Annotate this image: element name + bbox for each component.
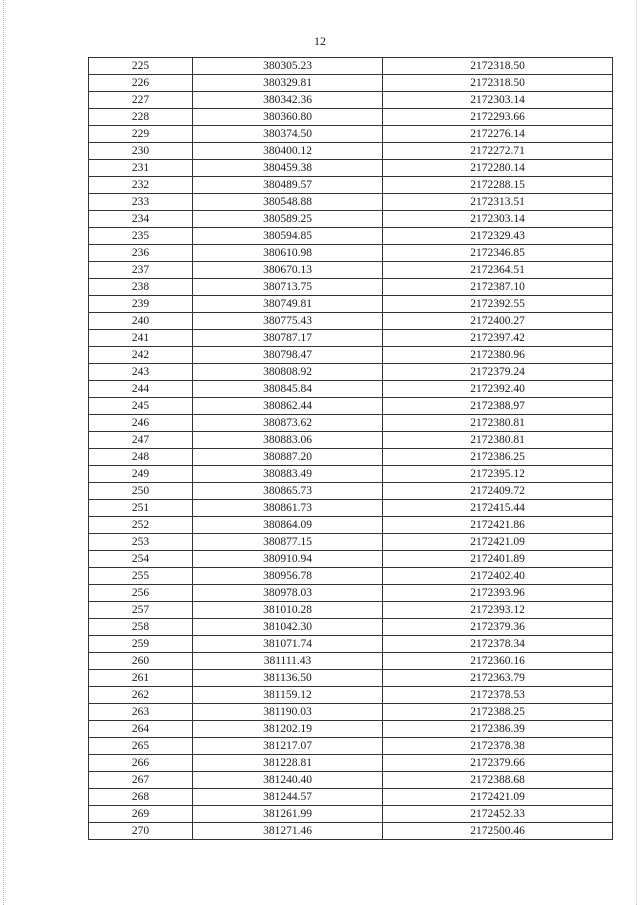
y-coordinate-cell: 2172272.71 bbox=[383, 143, 613, 160]
x-coordinate-cell: 380883.06 bbox=[193, 432, 383, 449]
table-row bbox=[89, 721, 613, 738]
x-coordinate-cell: 380978.03 bbox=[193, 585, 383, 602]
x-coordinate-cell: 380459.38 bbox=[193, 160, 383, 177]
table-row bbox=[89, 109, 613, 126]
y-coordinate-cell: 2172303.14 bbox=[383, 92, 613, 109]
x-coordinate-cell: 380956.78 bbox=[193, 568, 383, 585]
table-row bbox=[89, 687, 613, 704]
point-number-cell: 228 bbox=[89, 109, 193, 126]
table-row bbox=[89, 602, 613, 619]
point-number-cell: 246 bbox=[89, 415, 193, 432]
x-coordinate-cell: 380713.75 bbox=[193, 279, 383, 296]
point-number-cell: 257 bbox=[89, 602, 193, 619]
y-coordinate-cell: 2172388.68 bbox=[383, 772, 613, 789]
table-row bbox=[89, 517, 613, 534]
y-coordinate-cell: 2172421.09 bbox=[383, 534, 613, 551]
table-row bbox=[89, 619, 613, 636]
x-coordinate-cell: 381271.46 bbox=[193, 823, 383, 840]
x-coordinate-cell: 380489.57 bbox=[193, 177, 383, 194]
table-row bbox=[89, 245, 613, 262]
y-coordinate-cell: 2172388.25 bbox=[383, 704, 613, 721]
table-row bbox=[89, 500, 613, 517]
y-coordinate-cell: 2172409.72 bbox=[383, 483, 613, 500]
table-row bbox=[89, 534, 613, 551]
x-coordinate-cell: 380342.36 bbox=[193, 92, 383, 109]
point-number-cell: 259 bbox=[89, 636, 193, 653]
point-number-cell: 231 bbox=[89, 160, 193, 177]
x-coordinate-cell: 380374.50 bbox=[193, 126, 383, 143]
x-coordinate-cell: 381159.12 bbox=[193, 687, 383, 704]
point-number-cell: 261 bbox=[89, 670, 193, 687]
point-number-cell: 243 bbox=[89, 364, 193, 381]
y-coordinate-cell: 2172397.42 bbox=[383, 330, 613, 347]
x-coordinate-cell: 380862.44 bbox=[193, 398, 383, 415]
point-number-cell: 225 bbox=[89, 58, 193, 75]
point-number-cell: 244 bbox=[89, 381, 193, 398]
table-row bbox=[89, 177, 613, 194]
table-row bbox=[89, 347, 613, 364]
y-coordinate-cell: 2172386.25 bbox=[383, 449, 613, 466]
x-coordinate-cell: 380400.12 bbox=[193, 143, 383, 160]
point-number-cell: 264 bbox=[89, 721, 193, 738]
x-coordinate-cell: 380775.43 bbox=[193, 313, 383, 330]
point-number-cell: 249 bbox=[89, 466, 193, 483]
y-coordinate-cell: 2172318.50 bbox=[383, 75, 613, 92]
point-number-cell: 241 bbox=[89, 330, 193, 347]
x-coordinate-cell: 380910.94 bbox=[193, 551, 383, 568]
y-coordinate-cell: 2172280.14 bbox=[383, 160, 613, 177]
y-coordinate-cell: 2172500.46 bbox=[383, 823, 613, 840]
x-coordinate-cell: 381228.81 bbox=[193, 755, 383, 772]
point-number-cell: 245 bbox=[89, 398, 193, 415]
point-number-cell: 237 bbox=[89, 262, 193, 279]
y-coordinate-cell: 2172388.97 bbox=[383, 398, 613, 415]
y-coordinate-cell: 2172378.38 bbox=[383, 738, 613, 755]
x-coordinate-cell: 380873.62 bbox=[193, 415, 383, 432]
x-coordinate-cell: 380798.47 bbox=[193, 347, 383, 364]
y-coordinate-cell: 2172400.27 bbox=[383, 313, 613, 330]
point-number-cell: 250 bbox=[89, 483, 193, 500]
table-row bbox=[89, 364, 613, 381]
x-coordinate-cell: 380865.73 bbox=[193, 483, 383, 500]
y-coordinate-cell: 2172421.09 bbox=[383, 789, 613, 806]
y-coordinate-cell: 2172393.12 bbox=[383, 602, 613, 619]
point-number-cell: 258 bbox=[89, 619, 193, 636]
point-number-cell: 263 bbox=[89, 704, 193, 721]
point-number-cell: 269 bbox=[89, 806, 193, 823]
point-number-cell: 229 bbox=[89, 126, 193, 143]
point-number-cell: 234 bbox=[89, 211, 193, 228]
x-coordinate-cell: 381217.07 bbox=[193, 738, 383, 755]
x-coordinate-cell: 380864.09 bbox=[193, 517, 383, 534]
y-coordinate-cell: 2172386.39 bbox=[383, 721, 613, 738]
table-row bbox=[89, 160, 613, 177]
point-number-cell: 238 bbox=[89, 279, 193, 296]
y-coordinate-cell: 2172392.55 bbox=[383, 296, 613, 313]
point-number-cell: 267 bbox=[89, 772, 193, 789]
x-coordinate-cell: 380670.13 bbox=[193, 262, 383, 279]
x-coordinate-cell: 380589.25 bbox=[193, 211, 383, 228]
point-number-cell: 232 bbox=[89, 177, 193, 194]
point-number-cell: 270 bbox=[89, 823, 193, 840]
y-coordinate-cell: 2172415.44 bbox=[383, 500, 613, 517]
table-row bbox=[89, 432, 613, 449]
point-number-cell: 240 bbox=[89, 313, 193, 330]
x-coordinate-cell: 380883.49 bbox=[193, 466, 383, 483]
table-row bbox=[89, 636, 613, 653]
point-number-cell: 239 bbox=[89, 296, 193, 313]
table-row bbox=[89, 772, 613, 789]
table-row bbox=[89, 228, 613, 245]
point-number-cell: 227 bbox=[89, 92, 193, 109]
point-number-cell: 247 bbox=[89, 432, 193, 449]
table-row bbox=[89, 449, 613, 466]
y-coordinate-cell: 2172276.14 bbox=[383, 126, 613, 143]
y-coordinate-cell: 2172378.53 bbox=[383, 687, 613, 704]
table-row bbox=[89, 670, 613, 687]
point-number-cell: 233 bbox=[89, 194, 193, 211]
y-coordinate-cell: 2172288.15 bbox=[383, 177, 613, 194]
coordinate-table bbox=[88, 57, 613, 840]
x-coordinate-cell: 380787.17 bbox=[193, 330, 383, 347]
table-row bbox=[89, 585, 613, 602]
table-row bbox=[89, 415, 613, 432]
point-number-cell: 235 bbox=[89, 228, 193, 245]
table-row bbox=[89, 194, 613, 211]
point-number-cell: 268 bbox=[89, 789, 193, 806]
x-coordinate-cell: 381261.99 bbox=[193, 806, 383, 823]
x-coordinate-cell: 381244.57 bbox=[193, 789, 383, 806]
page-number: 12 bbox=[314, 34, 326, 48]
table-row bbox=[89, 313, 613, 330]
table-row bbox=[89, 704, 613, 721]
point-number-cell: 248 bbox=[89, 449, 193, 466]
table-row bbox=[89, 789, 613, 806]
y-coordinate-cell: 2172452.33 bbox=[383, 806, 613, 823]
y-coordinate-cell: 2172421.86 bbox=[383, 517, 613, 534]
y-coordinate-cell: 2172364.51 bbox=[383, 262, 613, 279]
table-row bbox=[89, 296, 613, 313]
y-coordinate-cell: 2172395.12 bbox=[383, 466, 613, 483]
point-number-cell: 266 bbox=[89, 755, 193, 772]
table-row bbox=[89, 466, 613, 483]
point-number-cell: 254 bbox=[89, 551, 193, 568]
x-coordinate-cell: 380845.84 bbox=[193, 381, 383, 398]
y-coordinate-cell: 2172401.89 bbox=[383, 551, 613, 568]
table-row bbox=[89, 568, 613, 585]
y-coordinate-cell: 2172379.24 bbox=[383, 364, 613, 381]
point-number-cell: 260 bbox=[89, 653, 193, 670]
x-coordinate-cell: 381136.50 bbox=[193, 670, 383, 687]
point-number-cell: 255 bbox=[89, 568, 193, 585]
y-coordinate-cell: 2172380.96 bbox=[383, 347, 613, 364]
table-row bbox=[89, 653, 613, 670]
y-coordinate-cell: 2172303.14 bbox=[383, 211, 613, 228]
point-number-cell: 256 bbox=[89, 585, 193, 602]
y-coordinate-cell: 2172402.40 bbox=[383, 568, 613, 585]
table-row bbox=[89, 823, 613, 840]
table-row bbox=[89, 58, 613, 75]
table-row bbox=[89, 92, 613, 109]
point-number-cell: 230 bbox=[89, 143, 193, 160]
x-coordinate-cell: 380594.85 bbox=[193, 228, 383, 245]
x-coordinate-cell: 381202.19 bbox=[193, 721, 383, 738]
y-coordinate-cell: 2172363.79 bbox=[383, 670, 613, 687]
table-row bbox=[89, 551, 613, 568]
y-coordinate-cell: 2172379.66 bbox=[383, 755, 613, 772]
y-coordinate-cell: 2172387.10 bbox=[383, 279, 613, 296]
y-coordinate-cell: 2172360.16 bbox=[383, 653, 613, 670]
x-coordinate-cell: 380360.80 bbox=[193, 109, 383, 126]
point-number-cell: 262 bbox=[89, 687, 193, 704]
table-row bbox=[89, 806, 613, 823]
y-coordinate-cell: 2172380.81 bbox=[383, 432, 613, 449]
table-row bbox=[89, 738, 613, 755]
x-coordinate-cell: 381071.74 bbox=[193, 636, 383, 653]
coordinate-table-body bbox=[89, 58, 613, 840]
point-number-cell: 253 bbox=[89, 534, 193, 551]
y-coordinate-cell: 2172293.66 bbox=[383, 109, 613, 126]
scan-edge-left bbox=[3, 0, 4, 905]
x-coordinate-cell: 380610.98 bbox=[193, 245, 383, 262]
y-coordinate-cell: 2172329.43 bbox=[383, 228, 613, 245]
x-coordinate-cell: 381010.28 bbox=[193, 602, 383, 619]
scan-edge-right bbox=[636, 0, 637, 905]
x-coordinate-cell: 380877.15 bbox=[193, 534, 383, 551]
point-number-cell: 236 bbox=[89, 245, 193, 262]
y-coordinate-cell: 2172393.96 bbox=[383, 585, 613, 602]
y-coordinate-cell: 2172318.50 bbox=[383, 58, 613, 75]
table-row bbox=[89, 330, 613, 347]
y-coordinate-cell: 2172378.34 bbox=[383, 636, 613, 653]
table-row bbox=[89, 381, 613, 398]
point-number-cell: 251 bbox=[89, 500, 193, 517]
y-coordinate-cell: 2172380.81 bbox=[383, 415, 613, 432]
table-row bbox=[89, 279, 613, 296]
x-coordinate-cell: 381240.40 bbox=[193, 772, 383, 789]
y-coordinate-cell: 2172313.51 bbox=[383, 194, 613, 211]
table-row bbox=[89, 262, 613, 279]
x-coordinate-cell: 380305.23 bbox=[193, 58, 383, 75]
table-row bbox=[89, 398, 613, 415]
x-coordinate-cell: 380808.92 bbox=[193, 364, 383, 381]
x-coordinate-cell: 380749.81 bbox=[193, 296, 383, 313]
y-coordinate-cell: 2172346.85 bbox=[383, 245, 613, 262]
y-coordinate-cell: 2172392.40 bbox=[383, 381, 613, 398]
table-row bbox=[89, 143, 613, 160]
x-coordinate-cell: 380329.81 bbox=[193, 75, 383, 92]
point-number-cell: 252 bbox=[89, 517, 193, 534]
x-coordinate-cell: 381190.03 bbox=[193, 704, 383, 721]
point-number-cell: 226 bbox=[89, 75, 193, 92]
table-row bbox=[89, 483, 613, 500]
point-number-cell: 242 bbox=[89, 347, 193, 364]
x-coordinate-cell: 380887.20 bbox=[193, 449, 383, 466]
x-coordinate-cell: 380548.88 bbox=[193, 194, 383, 211]
table-row bbox=[89, 75, 613, 92]
y-coordinate-cell: 2172379.36 bbox=[383, 619, 613, 636]
point-number-cell: 265 bbox=[89, 738, 193, 755]
x-coordinate-cell: 380861.73 bbox=[193, 500, 383, 517]
x-coordinate-cell: 381042.30 bbox=[193, 619, 383, 636]
table-row bbox=[89, 755, 613, 772]
table-row bbox=[89, 126, 613, 143]
x-coordinate-cell: 381111.43 bbox=[193, 653, 383, 670]
table-row bbox=[89, 211, 613, 228]
